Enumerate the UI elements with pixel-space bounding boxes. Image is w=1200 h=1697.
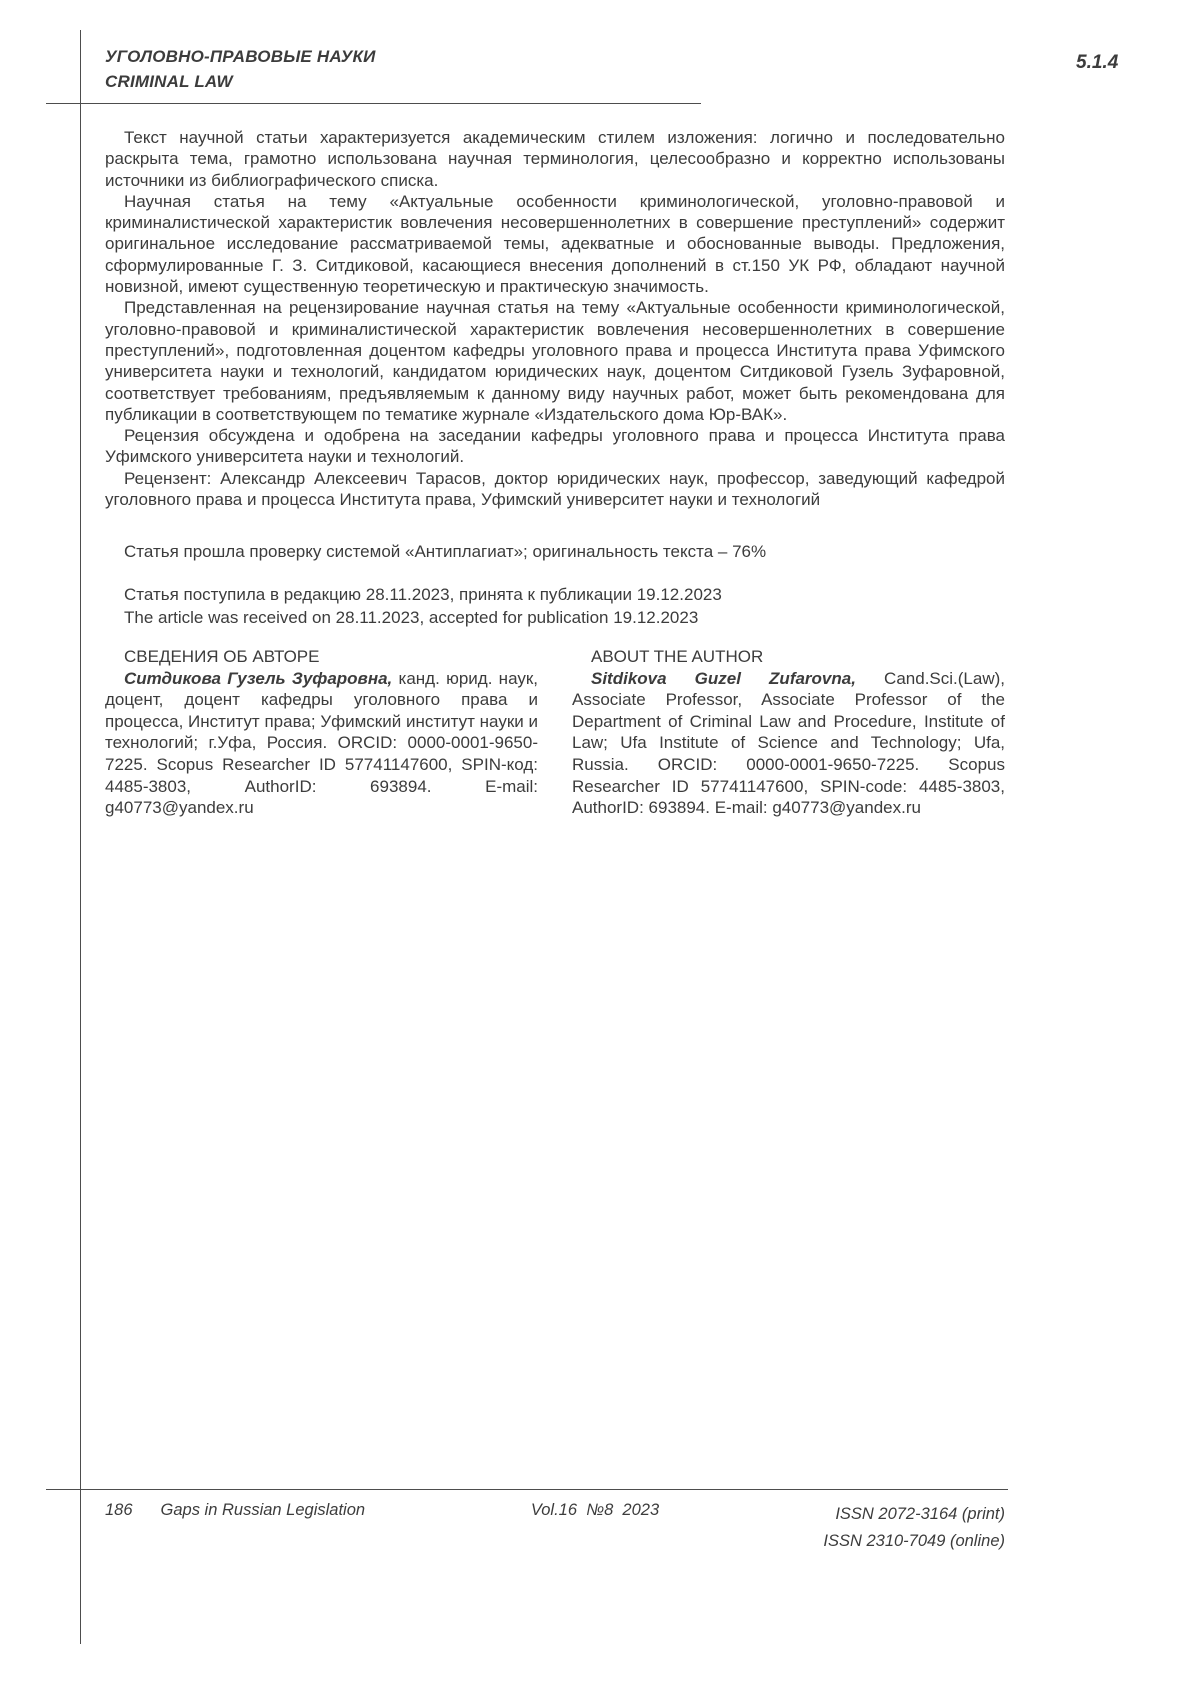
author-details-ru: канд. юрид. наук, доцент, доцент кафедры уголовного права и процесса, Институт права; Уфимский институт науки и технологий; г.Уфа, Россия. ORCID: 0000-0001-9650-7225. Scopus Researcher ID 57741147600, SPIN-код: 4485-3803, AuthorID: 693894. E-mail: g40773@yandex.ru	[105, 668, 538, 818]
review-body	[105, 127, 1005, 510]
author-info-ru-heading: СВЕДЕНИЯ ОБ АВТОРЕ	[124, 647, 320, 666]
left-margin-rule	[80, 30, 81, 1644]
issn-online: ISSN 2310-7049 (online)	[823, 1531, 1005, 1550]
antiplagiat-note: Статья прошла проверку системой «Антиплагиат»; оригинальность текста – 76%	[124, 542, 767, 561]
review-paragraph: Рецензия обсуждена и одобрена на заседании кафедры уголовного права и процесса Института права Уфимского университета науки и технологий.	[105, 426, 1005, 467]
author-info-ru	[105, 646, 538, 819]
rubric-title-ru: УГОЛОВНО-ПРАВОВЫЕ НАУКИ	[105, 47, 376, 66]
review-paragraph: Рецензент: Александр Алексеевич Тарасов, доктор юридических наук, профессор, заведующий кафедрой уголовного права и процесса Института права, Уфимский университет науки и технологий	[105, 468, 1005, 510]
journal-title: Gaps in Russian Legislation	[160, 1501, 366, 1519]
author-info-en	[572, 646, 1005, 819]
author-info-ru-text	[105, 668, 538, 819]
author-name-en: Sitdikova Guzel Zufarovna,	[591, 668, 856, 688]
specialty-code: 5.1.4	[1076, 52, 1119, 73]
page-number: 186	[105, 1501, 133, 1519]
received-dates	[105, 584, 1005, 629]
review-paragraph: Текст научной статьи характеризуется академическим стилем изложения: логично и последовательно раскрыта тема, грамотно использована научная терминология, целесообразно и корректно использованы источники из библиографического списка.	[105, 128, 1005, 190]
review-paragraph: Представленная на рецензирование научная статья на тему «Актуальные особенности криминологической, уголовно-правовой и криминалистической характеристик вовлечения несовершеннолетних в совершение преступлений», подготовленная доцентом кафедры уголовного права и процесса Института права Уфимского университета науки и технологий, кандидатом юридических наук, доцентом Ситдиковой Гузель Зуфаровной, соответствует требованиям, предъявляемым к данному виду научных работ, может быть рекомендована для публикации в соответствующем по тематике журнале «Издательского дома Юр-ВАК».	[105, 298, 1005, 424]
section-header	[105, 44, 376, 94]
footer-left	[105, 1501, 365, 1520]
author-info-en-heading: ABOUT THE AUTHOR	[591, 647, 764, 666]
author-info-section	[105, 646, 1005, 819]
author-name-ru: Ситдикова Гузель Зуфаровна,	[124, 668, 393, 688]
received-date-ru: Статья поступила в редакцию 28.11.2023, принята к публикации 19.12.2023	[124, 585, 722, 604]
issue-info: Vol.16 №8 2023	[530, 1501, 660, 1519]
header-rule	[46, 103, 701, 104]
issn-print: ISSN 2072-3164 (print)	[835, 1505, 1005, 1523]
rubric-title-en: CRIMINAL LAW	[105, 72, 233, 91]
review-paragraph: Научная статья на тему «Актуальные особенности криминологической, уголовно-правовой и криминалистической характеристик вовлечения несовершеннолетних в совершение преступлений» содержит оригинальное исследование рассматриваемой темы, адекватные и обоснованные выводы. Предложения, сформулированные Г. З. Ситдиковой, касающиеся внесения дополнений в ст.150 УК РФ, обладают научной новизной, имеют существенную теоретическую и практическую значимость.	[105, 191, 1005, 297]
received-date-en: The article was received on 28.11.2023, accepted for publication 19.12.2023	[124, 607, 699, 627]
author-details-en: Cand.Sci.(Law), Associate Professor, Associate Professor of the Department of Criminal Law and Procedure, Institute of Law; Ufa Institute of Science and Technology; Ufa, Russia. ORCID: 0000-0001-9650-7225. Scopus Researcher ID 57741147600, SPIN-code: 4485-3803, AuthorID: 693894. E-mail: g40773@yandex.ru	[572, 668, 1005, 818]
author-info-en-text	[572, 668, 1005, 819]
issn-block	[823, 1501, 1005, 1554]
footer-rule	[46, 1489, 1008, 1490]
